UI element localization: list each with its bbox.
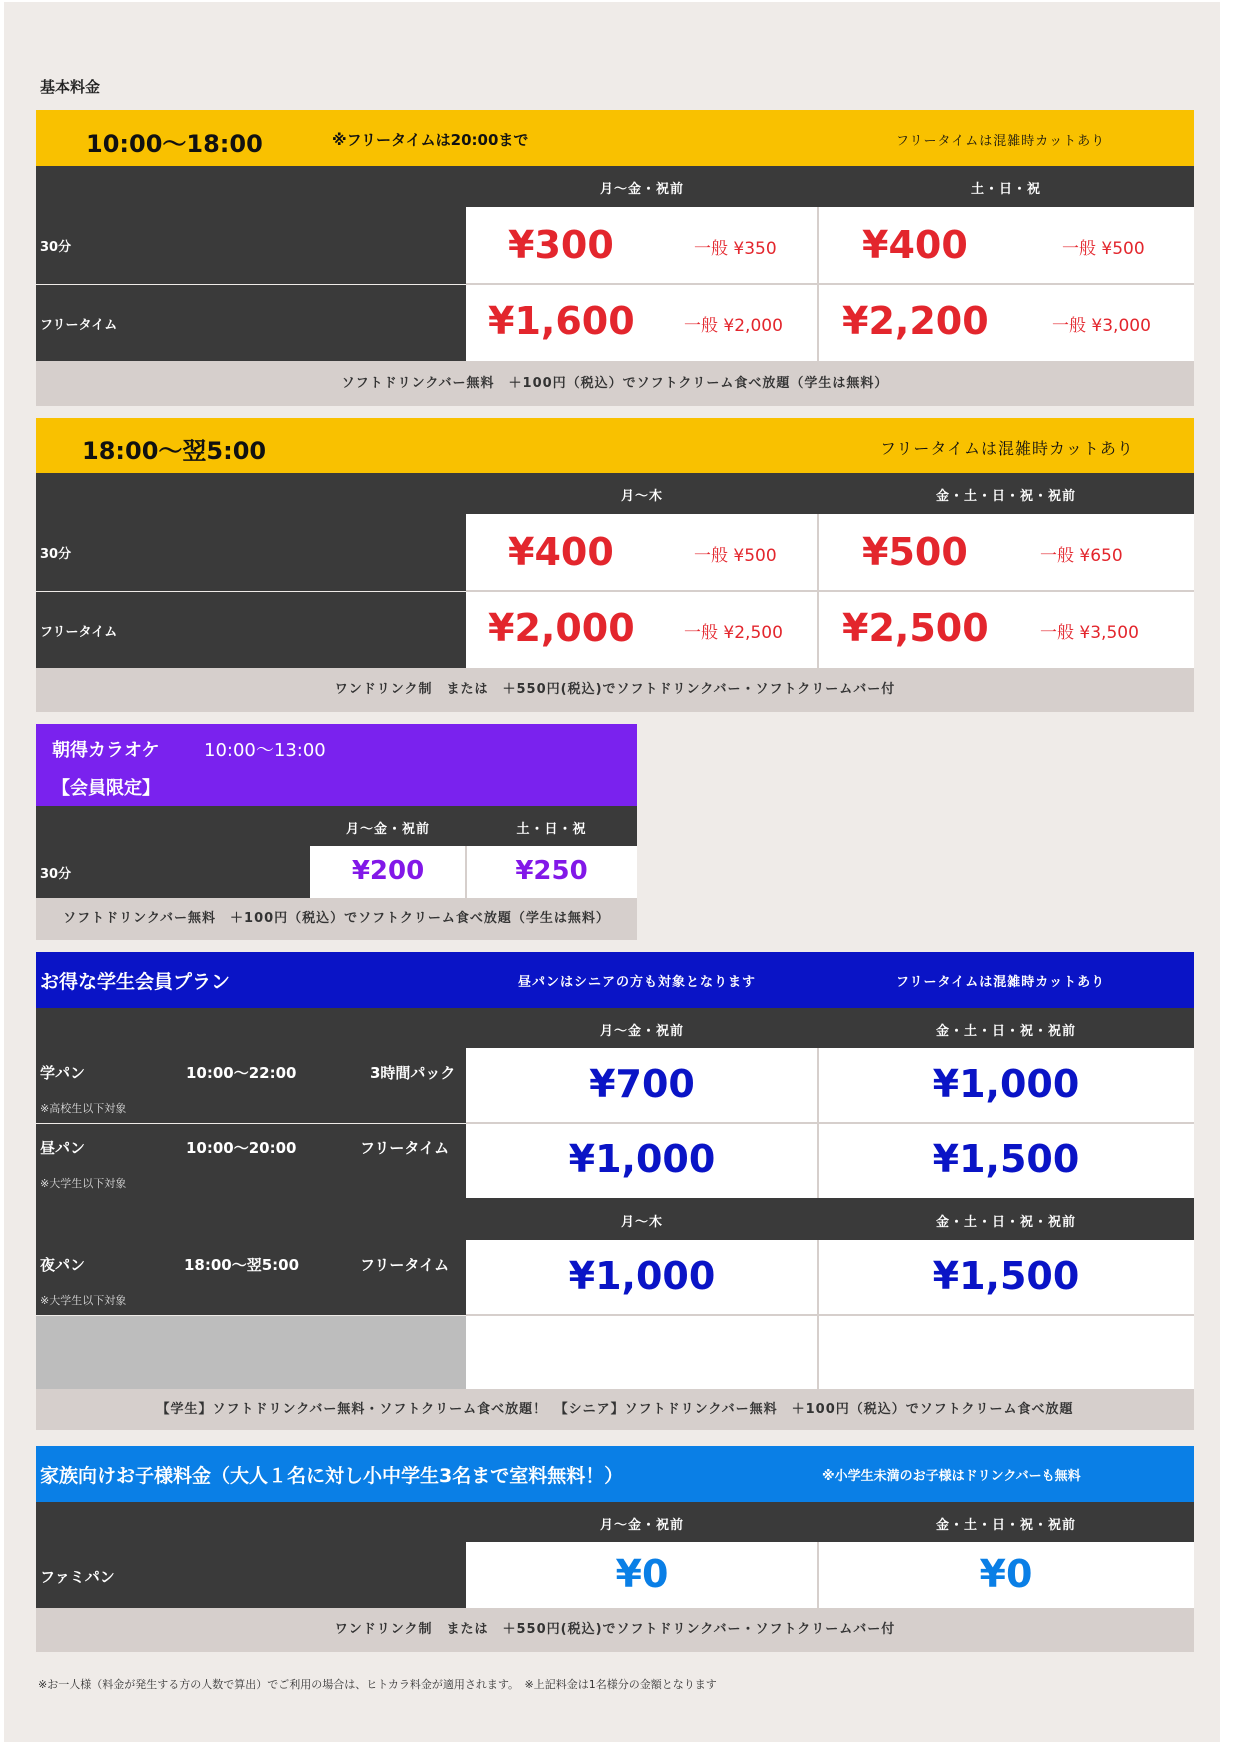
family-col-weekday: 月～金・祝前	[599, 1518, 684, 1533]
price: ¥0	[979, 1552, 1033, 1596]
plan-type: フリータイム	[360, 1139, 450, 1157]
day-row-30min	[466, 207, 1194, 284]
night-row-freetime	[466, 592, 1194, 668]
student-plan-section	[36, 952, 1194, 1430]
divider	[465, 846, 467, 898]
general-price: 一般 ¥3,500	[1040, 623, 1139, 643]
morning-row-label: 30分	[40, 867, 72, 882]
divider	[817, 1240, 819, 1389]
night-header	[36, 418, 1194, 473]
divider	[466, 590, 1194, 592]
member-only-label: 【会員限定】	[52, 778, 160, 799]
general-price: 一般 ¥500	[1062, 239, 1145, 259]
price: ¥2,200	[842, 299, 989, 343]
price: ¥0	[615, 1552, 669, 1596]
day-header	[36, 110, 1194, 166]
day-row-freetime	[466, 285, 1194, 361]
student-row-label-cell	[36, 1048, 466, 1123]
student-column-header	[36, 1008, 1194, 1048]
empty-label-cell	[36, 1316, 466, 1389]
price: ¥500	[862, 530, 968, 574]
day-rate-section	[36, 110, 1194, 406]
morning-time: 10:00～13:00	[204, 740, 326, 761]
student-col-weekend: 金・土・日・祝・祝前	[935, 1024, 1076, 1039]
student-row-label-cell	[36, 1124, 466, 1198]
plan-name: 昼パン	[40, 1139, 86, 1157]
price: ¥1,000	[568, 1137, 716, 1181]
student-col-mon-thu: 月～木	[620, 1215, 663, 1230]
page-title: 基本料金	[40, 78, 101, 96]
general-price: 一般 ¥2,000	[684, 316, 783, 336]
plan-target: ※大学生以下対象	[40, 1294, 127, 1307]
night-row-label: フリータイム	[40, 625, 118, 640]
student-col-weekday: 月～金・祝前	[599, 1024, 684, 1039]
student-title: お得な学生会員プラン	[40, 971, 231, 993]
morning-row-label-cell	[36, 846, 310, 898]
family-header	[36, 1446, 1194, 1502]
empty-row	[466, 1316, 1194, 1389]
plan-name: 学パン	[40, 1064, 86, 1082]
day-cut-note: フリータイムは混雑時カットあり	[896, 134, 1106, 149]
night-rate-section	[36, 418, 1194, 712]
day-col-weekend: 土・日・祝	[970, 182, 1041, 197]
night-footer: ワンドリンク制 または ＋550円(税込)でソフトドリンクバー・ソフトクリームバー付	[36, 668, 1194, 712]
price: ¥2,000	[488, 606, 635, 650]
day-col-weekday: 月～金・祝前	[599, 182, 684, 197]
bottom-note: ※お一人様（料金が発生する方の人数で算出）でご利用の場合は、ヒトカラ料金が適用されます。 ※上記料金は1名様分の金額となります	[38, 1678, 717, 1691]
price: ¥250	[515, 856, 588, 886]
plan-time: 10:00～20:00	[186, 1139, 297, 1157]
family-row-label: ファミパン	[40, 1568, 115, 1586]
night-row-label: 30分	[40, 547, 72, 562]
family-title: 家族向けお子様料金（大人１名に対し小中学生3名まで室料無料！）	[40, 1465, 624, 1487]
student-row-gakupan	[466, 1048, 1194, 1123]
morning-col-weekday: 月～金・祝前	[345, 822, 430, 837]
divider	[466, 1122, 1194, 1124]
divider	[817, 514, 819, 668]
senior-note: 昼パンはシニアの方も対象となります	[518, 975, 757, 990]
morning-row-30min	[310, 846, 637, 898]
night-cut-note: フリータイムは混雑時カットあり	[880, 439, 1134, 458]
student-footer: 【学生】ソフトドリンクバー無料・ソフトクリーム食べ放題！ 【シニア】ソフトドリンクバー無料 ＋100円（税込）でソフトクリーム食べ放題	[36, 1389, 1194, 1430]
price: ¥400	[508, 530, 614, 574]
student-row-hirupan	[466, 1124, 1194, 1198]
morning-title: 朝得カラオケ	[52, 740, 160, 761]
day-row-label: フリータイム	[40, 318, 118, 333]
plan-target: ※高校生以下対象	[40, 1102, 127, 1115]
price: ¥400	[862, 223, 968, 267]
night-col-weekday: 月～木	[620, 489, 663, 504]
price: ¥300	[508, 223, 614, 267]
plan-type: フリータイム	[360, 1256, 450, 1274]
divider	[817, 1542, 819, 1608]
general-price: 一般 ¥650	[1040, 546, 1123, 566]
price: ¥200	[351, 856, 425, 886]
price: ¥1,000	[932, 1062, 1080, 1106]
day-freetime-note: ※フリータイムは20:00まで	[332, 131, 529, 149]
divider	[466, 1314, 1194, 1316]
morning-header	[36, 724, 637, 806]
student-row-label-cell	[36, 1240, 466, 1315]
day-row-label-cell	[36, 285, 466, 361]
family-col-weekend: 金・土・日・祝・祝前	[935, 1518, 1076, 1533]
general-price: 一般 ¥500	[694, 546, 777, 566]
general-price: 一般 ¥2,500	[684, 623, 783, 643]
night-col-weekend: 金・土・日・祝・祝前	[935, 489, 1076, 504]
price: ¥1,500	[932, 1254, 1080, 1298]
day-row-label: 30分	[40, 240, 72, 255]
plan-time: 18:00～翌5:00	[184, 1256, 300, 1274]
night-row-label-cell	[36, 592, 466, 668]
student-col-fri-hol: 金・土・日・祝・祝前	[935, 1215, 1076, 1230]
day-footer: ソフトドリンクバー無料 ＋100円（税込）でソフトクリーム食べ放題（学生は無料）	[36, 361, 1194, 406]
price: ¥1,500	[932, 1137, 1080, 1181]
student-column-header-night	[36, 1198, 1194, 1240]
family-row-label-cell	[36, 1542, 466, 1608]
divider	[817, 207, 819, 361]
family-note: ※小学生未満のお子様はドリンクバーも無料	[822, 1469, 1081, 1484]
family-row	[466, 1542, 1194, 1608]
family-footer: ワンドリンク制 または ＋550円(税込)でソフトドリンクバー・ソフトクリームバー付	[36, 1608, 1194, 1652]
divider	[466, 283, 1194, 285]
divider	[817, 1048, 819, 1198]
night-time-range: 18:00～翌5:00	[82, 437, 267, 465]
morning-col-weekend: 土・日・祝	[516, 822, 587, 837]
night-row-30min	[466, 514, 1194, 591]
day-column-header	[36, 166, 1194, 207]
night-row-label-cell	[36, 514, 466, 591]
general-price: 一般 ¥350	[694, 239, 777, 259]
student-header	[36, 952, 1194, 1008]
day-time-range: 10:00～18:00	[86, 130, 263, 158]
student-row-yorupan	[466, 1240, 1194, 1315]
family-column-header	[36, 1502, 1194, 1542]
day-row-label-cell	[36, 207, 466, 284]
morning-column-header	[36, 806, 637, 846]
plan-time: 10:00～22:00	[186, 1064, 297, 1082]
morning-karaoke-section	[36, 724, 637, 940]
plan-target: ※大学生以下対象	[40, 1177, 127, 1190]
night-column-header	[36, 473, 1194, 514]
plan-type: 3時間パック	[370, 1064, 456, 1082]
plan-name: 夜パン	[40, 1256, 86, 1274]
morning-footer: ソフトドリンクバー無料 ＋100円（税込）でソフトクリーム食べ放題（学生は無料）	[36, 898, 637, 940]
family-section	[36, 1446, 1194, 1637]
price: ¥700	[589, 1062, 695, 1106]
price: ¥1,600	[488, 299, 635, 343]
general-price: 一般 ¥3,000	[1052, 316, 1151, 336]
price: ¥1,000	[568, 1254, 716, 1298]
student-cut-note: フリータイムは混雑時カットあり	[896, 975, 1106, 990]
price: ¥2,500	[842, 606, 989, 650]
